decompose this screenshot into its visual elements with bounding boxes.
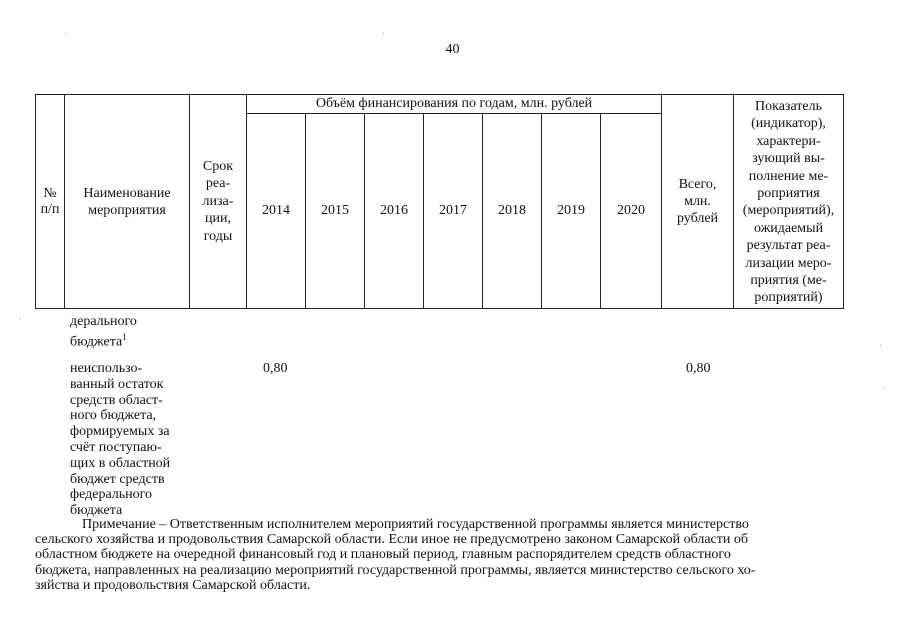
row-total: 0,80: [686, 361, 711, 376]
note-line-4: бюджета, направленных на реализацию мероприятий государственной программы, является министерство сельского хо-: [35, 562, 756, 578]
funding-table-header: [35, 94, 844, 309]
row-name: неиспользо- ванный остаток средств област- ного бюджета, формируемых за счёт поступаю- щих в областной бюджет средств федерального бюджета: [70, 361, 171, 519]
note-line-5: зяйства и продовольствия Самарской области.: [35, 577, 311, 593]
header-name: Наименование мероприятия: [65, 95, 190, 309]
header-total: Всего, млн. рублей: [662, 95, 734, 309]
continued-row-label: дерального бюджета: [70, 314, 137, 350]
header-year-2017: 2017: [424, 114, 483, 309]
header-year-2019: 2019: [542, 114, 601, 309]
scan-speck: [883, 387, 884, 388]
scan-speck: [66, 33, 67, 34]
header-year-2018: 2018: [483, 114, 542, 309]
scan-speck: [20, 318, 21, 319]
header-year-2014: 2014: [247, 114, 306, 309]
header-year-2015: 2015: [306, 114, 365, 309]
header-term: Срок реа- лиза- ции, годы: [190, 95, 247, 309]
scan-speck: [383, 33, 384, 34]
row-value-2014: 0,80: [263, 361, 288, 376]
footnote-mark: 1: [122, 331, 127, 342]
header-number: № п/п: [36, 95, 65, 309]
note-line-2: сельского хозяйства и продовольствия Самарской области. Если иное не предусмотрено законом Самарской области об: [35, 532, 748, 548]
scan-speck: [880, 345, 881, 346]
note-line-3: областном бюджете на очередной финансовый год и плановый период, главным распорядителем средств областного: [35, 547, 731, 563]
continued-row-text: [70, 314, 195, 350]
header-funding: Объём финансирования по годам, млн. рублей: [247, 95, 662, 114]
header-year-2016: 2016: [365, 114, 424, 309]
header-year-2020: 2020: [601, 114, 662, 309]
note-line-1: Примечание – Ответственным исполнителем мероприятий государственной программы является министерство: [82, 517, 749, 532]
header-indicator: Показатель (индикатор), характери- зующий вы- полнение ме- роприятия (мероприятий), ожидаемый результат реа- лизации меро- приятия (ме- роприятий): [734, 95, 844, 309]
page-number: 40: [445, 42, 460, 57]
note-paragraph: [35, 517, 851, 593]
